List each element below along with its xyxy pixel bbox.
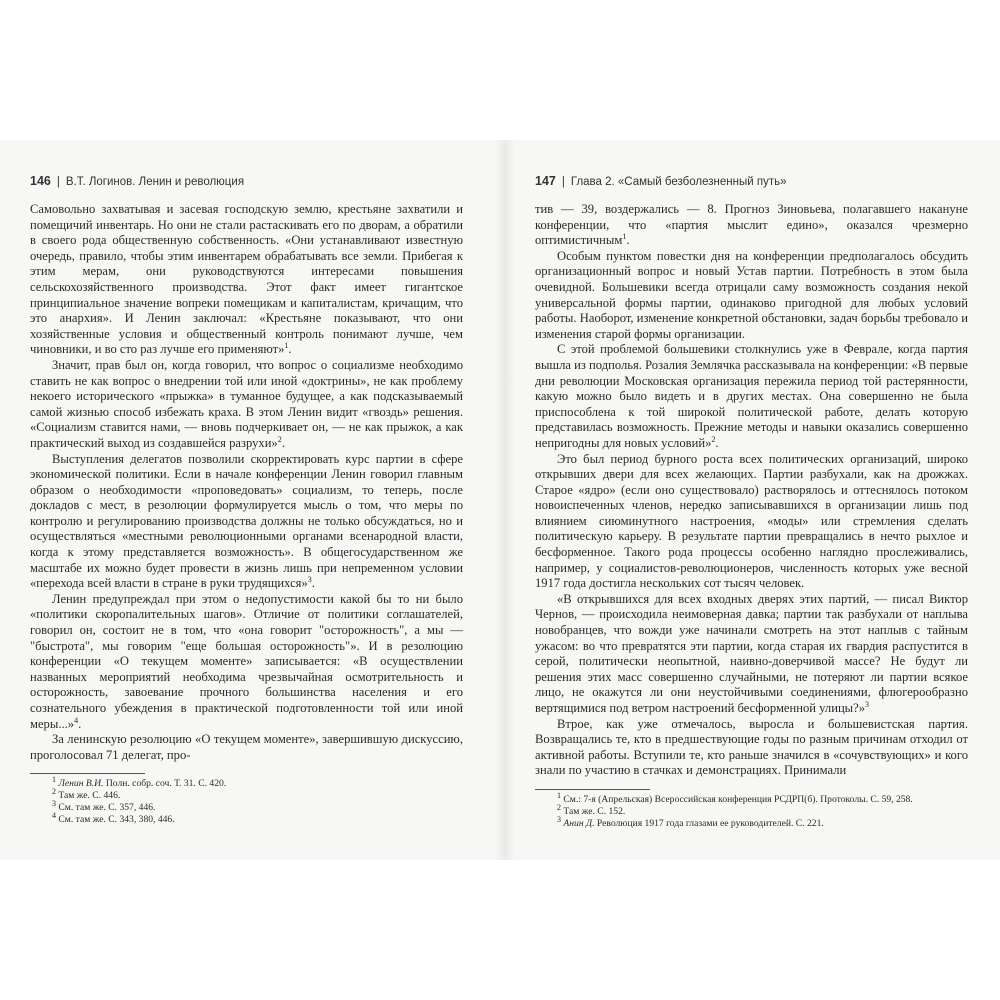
left-page-number: 146 [30, 174, 51, 188]
paragraph: тив — 39, воздержались — 8. Прогноз Зиновьева, полагавшего накануне конференции, что «партия мыслит едино», оказался чрезмерно оптимистичным$^1$. [535, 202, 968, 248]
right-header-title: Глава 2. «Самый безболезненный путь» [570, 176, 787, 188]
footnote: $^2$ Там же. С. 152. [557, 802, 626, 817]
right-footnotes [535, 790, 968, 830]
footnote: $^3$ См. там же. С. 357, 446. [52, 799, 156, 814]
footnote-divider [30, 773, 145, 774]
footnote: $^3$ Анин Д. Революция 1917 года глазами ее руководителей. С. 221. [557, 814, 824, 829]
footnote-mark: 4 [74, 715, 79, 725]
footnote-mark: 1 [622, 232, 627, 241]
footnote-divider [535, 789, 650, 790]
footnote: $^1$ См.: 7-я (Апрельская) Всероссийская конференция РСДРП(б). Протоколы. С. 59, 258. [557, 790, 913, 805]
right-body-text [535, 202, 968, 779]
left-body-text [30, 202, 463, 763]
footnote-mark: 3 [307, 575, 312, 585]
footnote: $^4$ См. там же. С. 343, 380, 446. [52, 811, 175, 826]
left-header-title: В.Т. Логинов. Ленин и революция [65, 176, 245, 188]
book-spread [0, 140, 1000, 860]
paragraph: За ленинскую резолюцию «О текущем моменте», завершившую дискуссию, проголосовал 71 делегат, про- [30, 732, 463, 762]
footnote-mark: 2 [277, 434, 282, 444]
right-page [535, 174, 968, 830]
left-footnotes [30, 775, 463, 826]
footnote-mark: 1 [284, 341, 289, 351]
left-page [30, 174, 463, 826]
paragraph: Выступления делегатов позволили скорректировать курс партии в сфере экономической политики. Если в начале конференции Ленин говорил главным образом о необходимости «проповедовать» социализм, то теперь, после докладов с мест, в резолюции формулируется мысль о том, что меры по контролю и регулированию производства должны не только обсуждаться, но и осуществляться «местными революционными органами всенародной власти, когда к этому представляется возможность». В общегосударственном же масштабе их можно будет провести в жизнь лишь при непременном условии «перехода всей власти в стране в руки трудящихся»$^3$. [30, 451, 463, 591]
header-separator: | [56, 176, 60, 188]
right-page-number: 147 [535, 174, 556, 188]
footnote-mark: 2 [711, 434, 716, 444]
paragraph: «В открывшихся для всех входных дверях этих партий, — писал Виктор Чернов, — происходила неимоверная давка; партии так разбухали от наплыва новобранцев, что вожди уже начинали смотреть на этот наплыв с тайным ужасом: во что превратятся эти партии, когда старая их гвардия распустится в серой, политически неопытной, наивно-доверчивой массе? Не будут ли решения этих масс совершенно случайными, не потеряют ли партии всякое лицо, не окажутся ли они неустойчивыми соединениями, флюгерообразно вертящимися под ветром настроений бесформенной улицы?»$^3$ [535, 591, 968, 715]
header-separator: | [561, 176, 565, 188]
footnote-mark: 3 [865, 699, 870, 709]
book-gutter [495, 140, 515, 860]
paragraph: С этой проблемой большевики столкнулись уже в Феврале, когда партия вышла из подполья. Розалия Землячка рассказывала на конференции: «В первые дни революции Московская организация пережила период той растерянности, какую можно было видеть и в других местах. Она совершенно не была приспособлена к той широкой политической работе, делать которую представилась возможность. Прежние методы и навыки оказались совершенно непригодны для новых условий»$^2$. [535, 342, 968, 450]
paragraph: Значит, прав был он, когда говорил, что вопрос о социализме необходимо ставить не как вопрос о внедрении той или иной «доктрины», не как проблему некоего исторического «прыжка» в туманное будущее, а как подсказываемый самой жизнью способ избежать краха. В этом Ленин видит «гвоздь» решения. «Социализм ставится нами, — вновь подчеркивает он, — не как прыжок, а как практический выход из создавшейся разрухи»$^2$. [30, 357, 463, 450]
paragraph: Особым пунктом повестки дня на конференции предполагалось обсудить организационный вопрос и новый Устав партии. Потребность в этом была очевидной. Большевики всегда отрицали саму возможность создания некой универсальной формы партии, одинаково пригодной для любых условий работы. Наоборот, изменение конкретной обстановки, задач борьбы требовало и изменения старой формы организации. [535, 248, 968, 341]
paragraph: Втрое, как уже отмечалось, выросла и большевистская партия. Возвращались те, кто в предшествующие годы по разным причинам отходил от активной работы. Вступили те, кто раньше значился в «сочувствующих» и кого знали по участию в стачках и демонстрациях. Принимали [535, 716, 968, 778]
paragraph: Самовольно захватывая и засевая господскую землю, крестьяне захватили и помещичий инвентарь. Но они не стали растаскивать его по дворам, а обратили в своего рода общественную собственность. «Они устанавливают известную очередь, правило, чтобы этим инвентарем обрабатывать все земли. Прибегая к этим мерам, они руководствуются интересами повышения сельскохозяйственного производства. Этот факт имеет гигантское принципиальное значение вопреки помещикам и капиталистам, кричащим, что это анархия». И Ленин заключал: «Крестьяне показывают, что они хозяйственные условия и общественный контроль понимают лучше, чем чиновники, и во сто раз лучше его применяют»$^1$. [30, 202, 463, 357]
right-running-header [535, 174, 968, 196]
footnote: $^2$ Там же. С. 446. [52, 787, 121, 802]
paragraph: Это был период бурного роста всех политических организаций, широко открывших двери для всех желающих. Партии разбухали, как на дрожжах. Старое «ядро» (если оно существовало) растворялось и оттеснялось потоком новоиспеченных членов, нередко записывавшихся в организации лишь под влиянием сиюминутного настроения, «моды» или стремления сделать политическую карьеру. В результате партии превращались в нечто рыхлое и бесформенное. Такого рода процессы особенно наглядно прослеживались, например, у социалистов-революционеров, численность которых уже весной 1917 года достигла нескольких сот тысяч человек. [535, 451, 968, 591]
paragraph: Ленин предупреждал при этом о недопустимости какой бы то ни было «политики скоропалительных шагов». Отличие от политики соглашателей, говорил он, состоит не в том, что «она говорит "осторожность", а мы — "быстрота", мы говорим "еще большая осторожность"». И в резолюцию конференции «О текущем моменте» записывается: «В осуществлении названных мероприятий необходима чрезвычайная осмотрительность и осторожность, завоевание прочного большинства населения и его сознательного убеждения в практической подготовленности той или иной меры...»$^4$. [30, 591, 463, 731]
footnote: $^1$ Ленин В.И. Полн. собр. соч. Т. 31. С. 420. [52, 775, 227, 790]
left-running-header [30, 174, 463, 196]
